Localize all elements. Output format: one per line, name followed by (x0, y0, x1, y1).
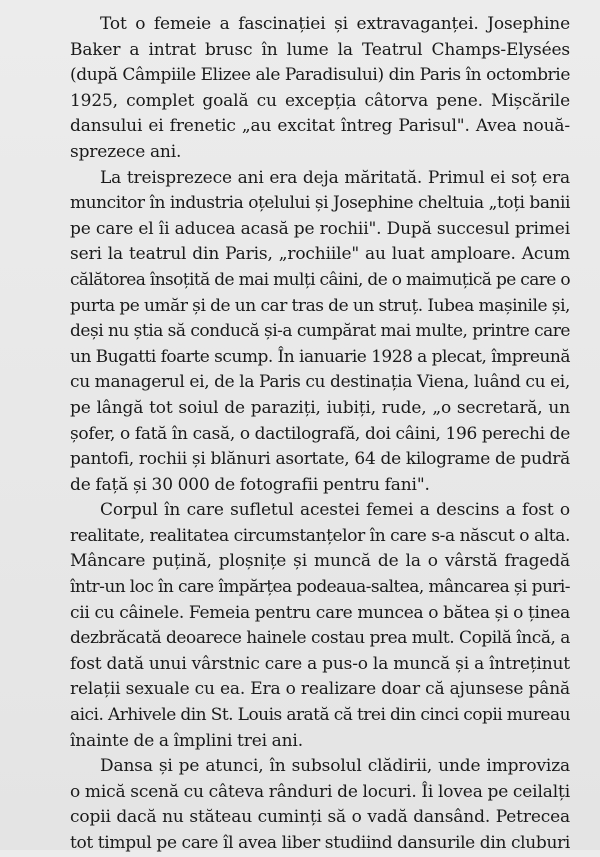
text-line: dezbrăcată deoarece hainele costau prea mult. Copilă încă, a (70, 628, 570, 649)
text-line: dansului ei frenetic „au excitat întreg Parisul". Avea nouă- (70, 116, 570, 137)
text-line: copii dacă nu stăteau cuminți să o vadă dansând. Petrecea (70, 807, 570, 828)
paragraph (70, 166, 570, 499)
text-line: relații sexuale cu ea. Era o realizare doar că ajunsese până (70, 679, 570, 700)
text-line: fost dată unui vârstnic care a pus-o la muncă și a întreținut (70, 653, 570, 674)
text-line: aici. Arhivele din St. Louis arată că trei din cinci copii mureau (70, 705, 570, 726)
text-line: seri la teatrul din Paris, „rochiile" au luat amploare. Acum (70, 244, 570, 265)
paragraph (70, 12, 570, 166)
text-line: sprezece ani. (70, 141, 182, 162)
paragraph (70, 754, 570, 856)
text-line: cii cu câinele. Femeia pentru care muncea o bătea și o ținea (70, 602, 570, 623)
body-text (70, 12, 570, 857)
text-line: Corpul în care sufletul acestei femei a descins a fost o (100, 500, 570, 521)
text-line: 1925, complet goală cu excepția câtorva pene. Mișcările (70, 90, 570, 111)
text-line: călătorea însoțită de mai mulți câini, de o maimuțică pe care o (70, 269, 570, 290)
text-line: șofer, o fată în casă, o dactilografă, doi câini, 196 perechi de (70, 423, 570, 444)
text-line: deși nu știa să conducă și-a cumpărat mai multe, printre care (70, 321, 570, 342)
text-line: La treisprezece ani era deja măritată. Primul ei soț era (100, 167, 570, 188)
paragraph (70, 498, 570, 754)
text-line: Mâncare puțină, ploșnițe și muncă de la o vârstă fragedă (70, 551, 570, 572)
text-line: (după Câmpiile Elizee ale Paradisului) din Paris în octombrie (70, 65, 570, 86)
text-line: înainte de a împlini trei ani. (70, 730, 303, 751)
text-line: Baker a intrat brusc în lume la Teatrul Champs-Elysées (70, 39, 570, 60)
text-line: pe lângă tot soiul de paraziți, iubiți, rude, „o secretară, un (70, 397, 570, 418)
text-line: purta pe umăr și de un car tras de un struț. Iubea mașinile și, (70, 295, 570, 316)
text-line: muncitor în industria oțelului și Josephine cheltuia „toți banii (70, 193, 570, 214)
text-line: pantofi, rochii și blănuri asortate, 64 de kilograme de pudră (70, 449, 570, 470)
text-line: Tot o femeie a fascinației și extravaganței. Josephine (100, 14, 570, 34)
text-line: cu managerul ei, de la Paris cu destinația Viena, luând cu ei, (70, 372, 570, 393)
text-line: de față și 30 000 de fotografii pentru fani". (70, 474, 430, 495)
text-line: Dansa și pe atunci, în subsolul clădirii, unde improviza (100, 756, 570, 777)
text-line: pe care el îi aducea acasă pe rochii". După succesul primei (70, 218, 570, 239)
text-line: într-un loc în care împărțea podeaua-saltea, mâncarea și puri- (70, 577, 570, 598)
text-line: un Bugatti foarte scump. În ianuarie 1928 a plecat, împreună (70, 346, 570, 367)
text-line: o mică scenă cu câteva rânduri de locuri. Îi lovea pe ceilalți (70, 781, 570, 802)
text-line: tot timpul pe care îl avea liber studiind dansurile din cluburi (70, 833, 570, 853)
text-line: realitate, realitatea circumstanțelor în care s-a născut o alta. (70, 525, 570, 546)
